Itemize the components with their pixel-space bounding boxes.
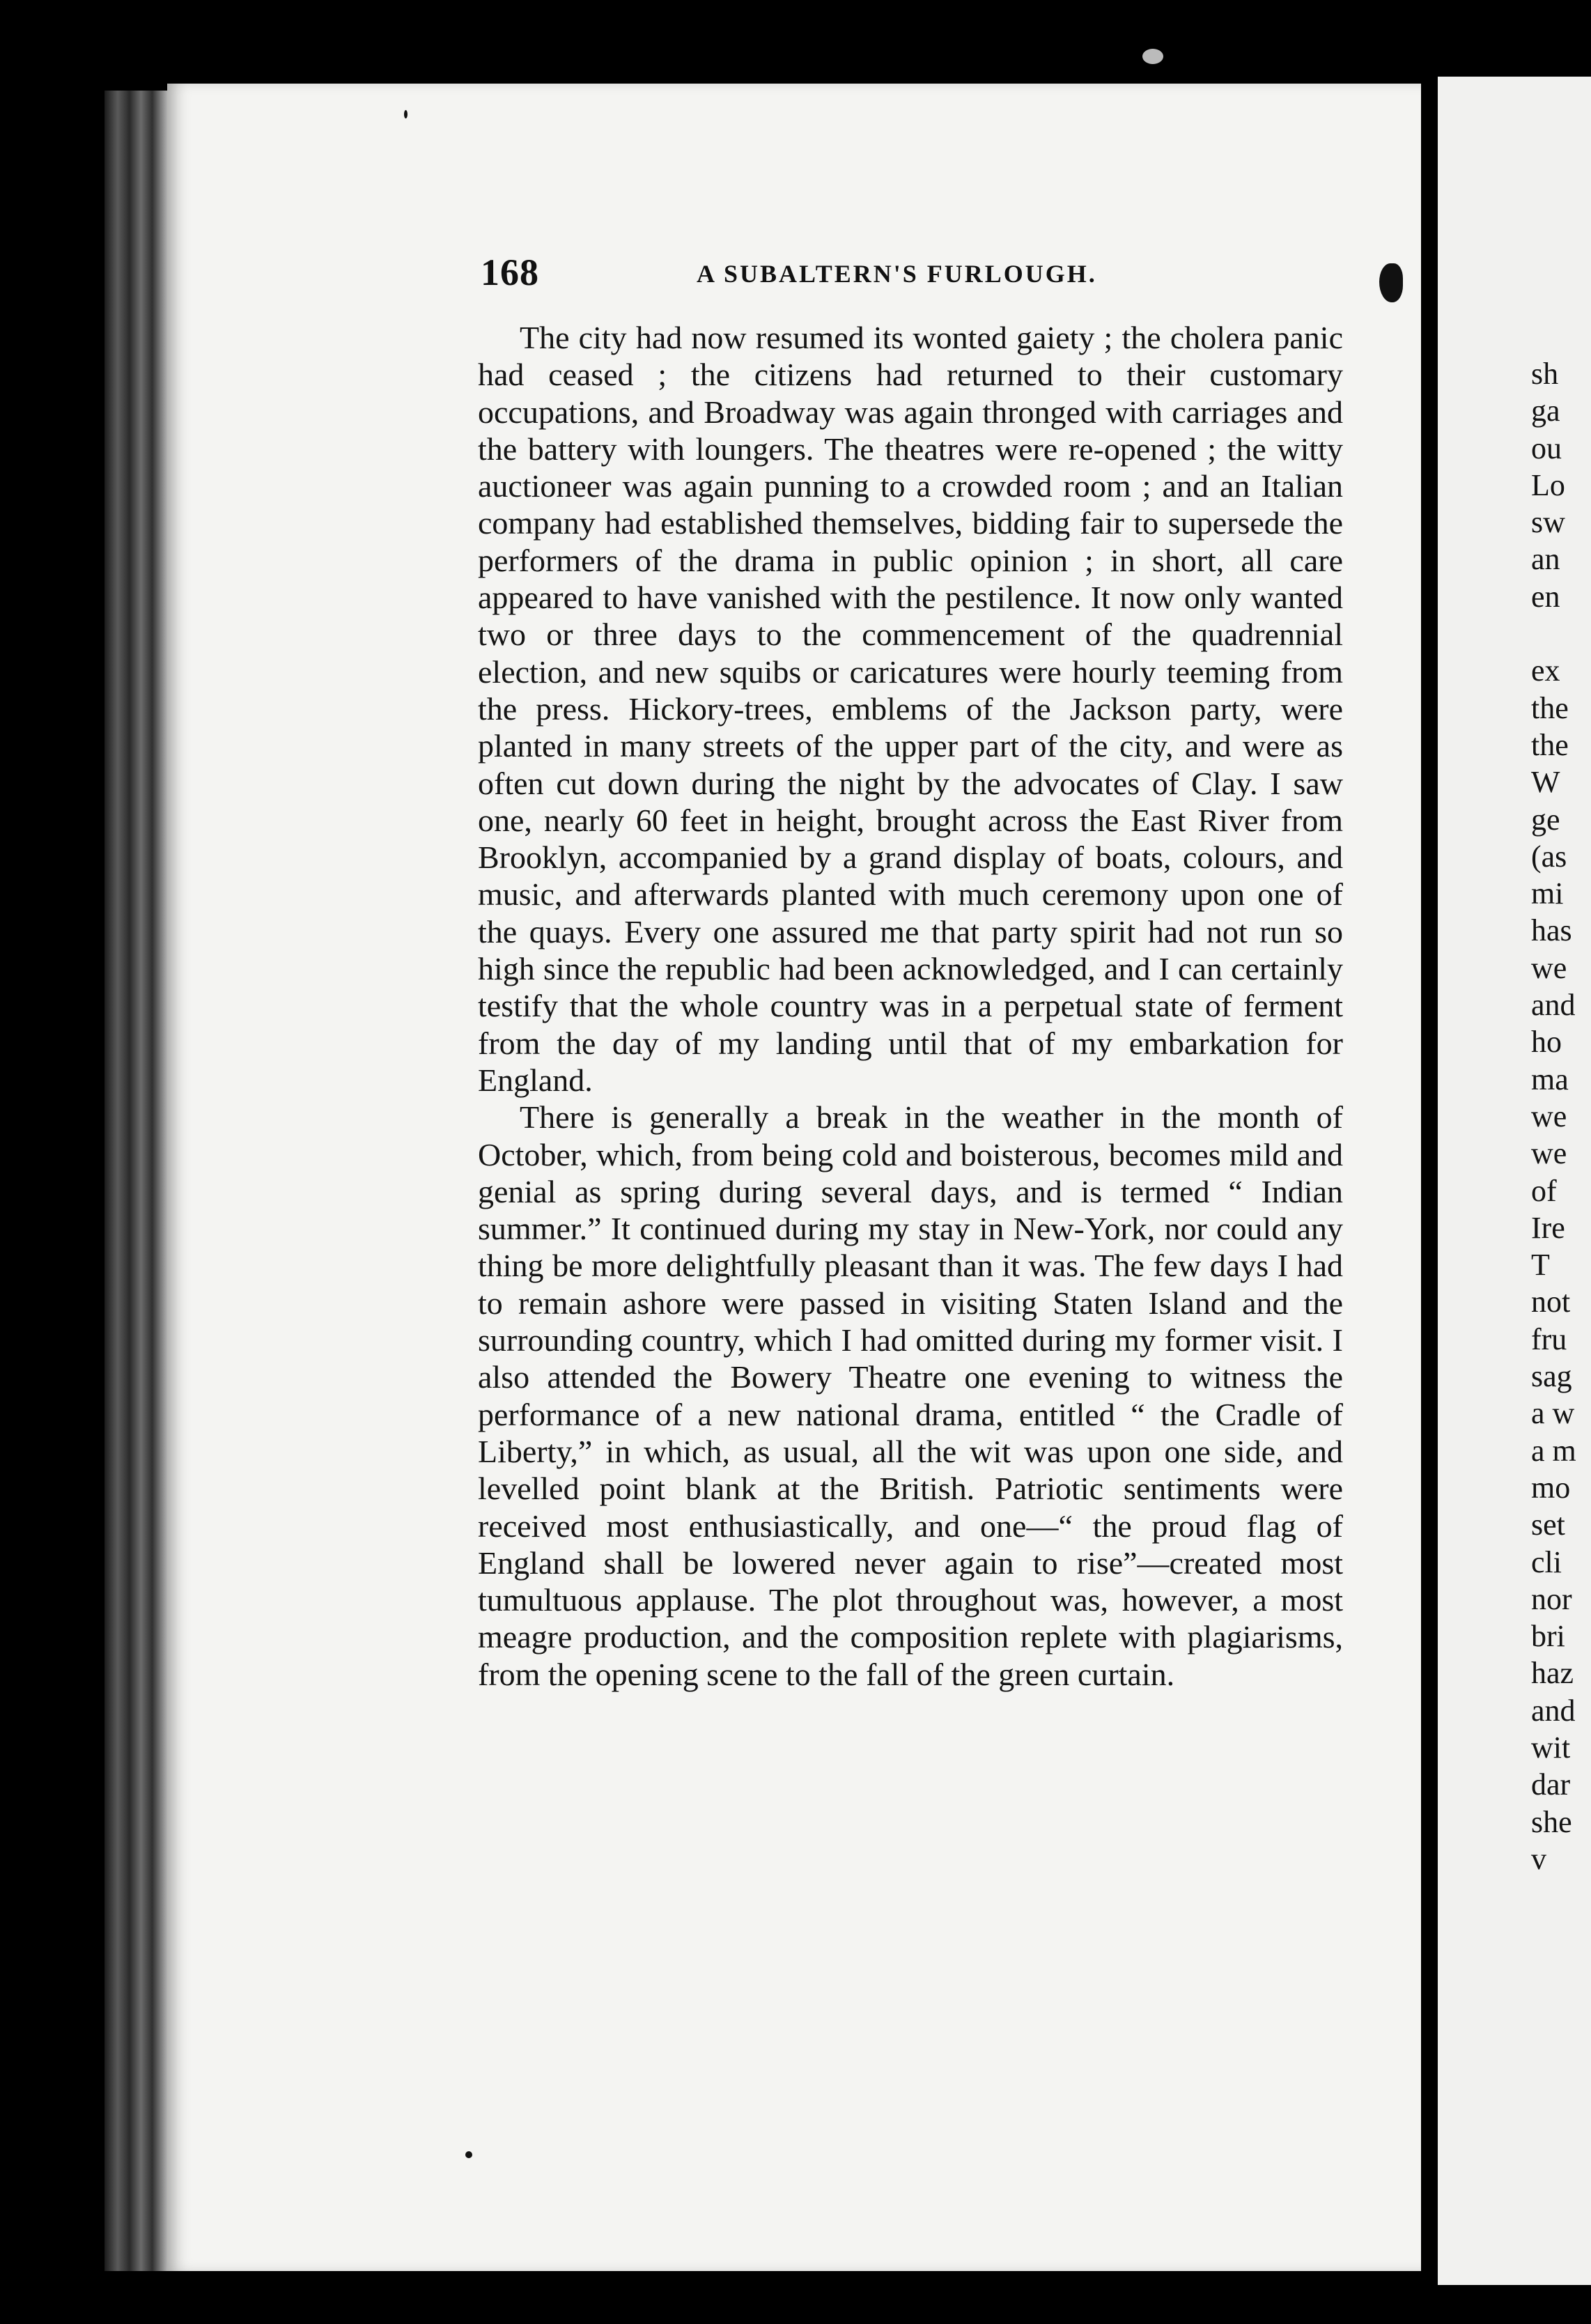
facing-page-line: ou: [1531, 431, 1562, 465]
page-number: 168: [481, 251, 539, 293]
paragraph-2: There is generally a break in the weather in the month of October, which, from being cold and boisterous, becomes mild and genial as spring during several days, and is termed “ Indian summer.” It continued during my stay in New-York, nor could any thing be more delightfully pleasant than it was. The few days I had to remain ashore were passed in visiting Staten Island and the surrounding country, which I had omitted during my former visit. I also attended the Bowery Theatre one evening to witness the performance of a new national drama, entitled “ the Cradle of Liberty,” in which, as usual, all the wit was upon one side, and levelled point blank at the British. Patriotic sentiments were received most enthusiastically, and one—“ the proud flag of England shall be lowered never again to rise”—created most tumultuous applause. The plot throughout was, however, a most meagre production, and the composition replete with plagiarisms, from the opening scene to the fall of the green curtain.: [478, 1099, 1343, 1692]
running-title: A SUBALTERN'S FURLOUGH.: [697, 260, 1097, 288]
facing-page-line: (as: [1531, 839, 1567, 874]
facing-page-text: [1531, 355, 1576, 1877]
facing-page-line: Lo: [1531, 467, 1565, 502]
facing-page-line: fru: [1531, 1322, 1567, 1356]
page-body: [478, 319, 1343, 1693]
facing-page-line: nor: [1531, 1581, 1572, 1616]
facing-page-line: ge: [1531, 802, 1560, 837]
margin-ink-mark: [1379, 263, 1403, 302]
page-gutter: [1421, 77, 1438, 2285]
facing-page-line: we: [1531, 1099, 1567, 1133]
facing-page-line: sh: [1531, 357, 1559, 391]
facing-page-line: set: [1531, 1508, 1565, 1542]
facing-page-line: we: [1531, 1136, 1567, 1171]
facing-page-line: Ire: [1531, 1210, 1565, 1245]
scan-artifact: [1142, 49, 1163, 64]
facing-page-line: mi: [1531, 876, 1564, 911]
facing-page-line: has: [1531, 913, 1572, 948]
facing-page-line: not: [1531, 1285, 1571, 1319]
facing-page-line: haz: [1531, 1656, 1574, 1691]
running-head: [481, 251, 1414, 293]
facing-page-line: the: [1531, 690, 1569, 725]
facing-page-line: she: [1531, 1804, 1572, 1839]
facing-page-line: W: [1531, 765, 1560, 800]
facing-page-line: we: [1531, 950, 1567, 985]
facing-page-line: dar: [1531, 1767, 1571, 1802]
facing-page-line: ga: [1531, 394, 1560, 428]
facing-page-line: ma: [1531, 1062, 1569, 1097]
facing-page-line: sw: [1531, 505, 1565, 540]
facing-page-line: an: [1531, 542, 1560, 577]
facing-page-line: the: [1531, 727, 1569, 762]
facing-page-line: sag: [1531, 1359, 1572, 1394]
facing-page-line: of: [1531, 1173, 1557, 1208]
facing-page-line: and: [1531, 1693, 1576, 1728]
facing-page-line: ex: [1531, 653, 1560, 688]
book-spine: [104, 91, 171, 2271]
facing-page-line: cli: [1531, 1544, 1562, 1579]
facing-page-line: T: [1531, 1248, 1550, 1283]
facing-page-line: ho: [1531, 1025, 1562, 1060]
facing-page-line: v: [1531, 1841, 1546, 1876]
facing-page-line: bri: [1531, 1619, 1565, 1654]
ink-speck: [404, 110, 408, 118]
facing-page-line: a m: [1531, 1433, 1576, 1468]
facing-page-line: wit: [1531, 1730, 1571, 1765]
paragraph-1: The city had now resumed its wonted gaiety ; the cholera panic had ceased ; the citizens had returned to their customary occupations, and Broadway was again thronged with carriages and the battery with loungers. The theatres were re-opened ; the witty auctioneer was again punning to a crowded room ; and an Italian company had established themselves, bidding fair to supersede the performers of the drama in public opinion ; in short, all care appeared to have vanished with the pestilence. It now only wanted two or three days to the commencement of the quadrennial election, and new squibs or caricatures were hourly teeming from the press. Hickory-trees, emblems of the Jackson party, were planted in many streets of the upper part of the city, and were as often cut down during the night by the advocates of Clay. I saw one, nearly 60 feet in height, brought across the East River from Brooklyn, accompanied by a grand display of boats, colours, and music, and afterwards planted with much ceremony upon one of the quays. Every one assured me that party spirit had not run so high since the republic had been acknowledged, and I can certainly testify that the whole country was in a perpetual state of ferment from the day of my landing until that of my embarkation for England.: [478, 320, 1343, 1098]
facing-page-line: [1531, 615, 1573, 652]
ink-speck: [465, 2151, 472, 2158]
facing-page-line: and: [1531, 988, 1576, 1023]
facing-page-line: en: [1531, 579, 1560, 614]
facing-page-line: a w: [1531, 1396, 1575, 1431]
facing-page-line: mo: [1531, 1470, 1571, 1505]
